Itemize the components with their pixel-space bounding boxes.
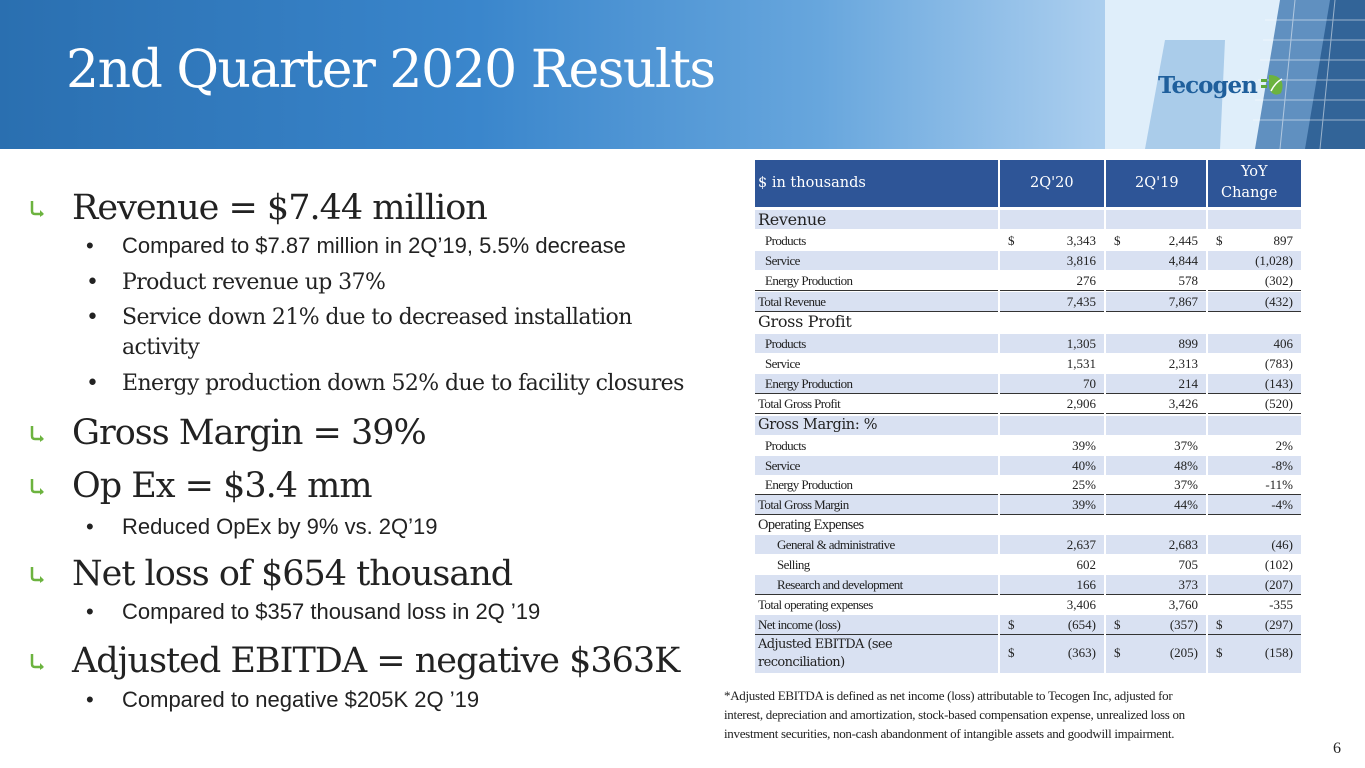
sub-bullet-text: Compared to $357 thousand loss in 2Q ’19 xyxy=(122,599,541,624)
value-cell xyxy=(1000,210,1104,229)
sub-bullet: • Reduced OpEx by 9% vs. 2Q’19 xyxy=(86,514,438,539)
table-row xyxy=(755,515,1301,535)
value-cell xyxy=(1208,374,1301,394)
cell-value: 37% xyxy=(1174,477,1198,492)
cell-value: -355 xyxy=(1269,597,1293,612)
row-label-cell xyxy=(755,515,998,534)
value-cell xyxy=(1106,312,1206,331)
row-label: Products xyxy=(765,233,806,248)
value-cell xyxy=(1000,292,1104,312)
sub-bullet-text: Product revenue up 37% xyxy=(122,270,386,295)
cell-value: 3,816 xyxy=(1066,253,1096,268)
value-cell xyxy=(1000,354,1104,373)
bullet-net-loss xyxy=(28,554,512,594)
value-cell xyxy=(1106,515,1206,534)
cell-value: (102) xyxy=(1264,557,1293,572)
header-change: Change xyxy=(1221,185,1278,201)
value-cell xyxy=(1208,456,1301,475)
row-label-cell xyxy=(755,575,998,595)
value-cell xyxy=(1208,210,1301,229)
cell-value: 40% xyxy=(1072,458,1096,473)
currency-symbol: $ xyxy=(1008,645,1015,660)
currency-symbol: $ xyxy=(1216,617,1223,632)
value-cell xyxy=(1208,495,1301,515)
value-cell xyxy=(1000,334,1104,353)
currency-symbol: $ xyxy=(1008,617,1015,632)
value-cell xyxy=(1106,334,1206,353)
table-row xyxy=(755,575,1301,595)
currency-symbol: $ xyxy=(1216,645,1223,660)
row-label: Operating Expenses xyxy=(758,517,864,533)
value-cell xyxy=(1000,615,1104,635)
value-cell xyxy=(1106,475,1206,495)
cell-value: (432) xyxy=(1264,294,1293,309)
value-cell xyxy=(1106,456,1206,475)
table-row xyxy=(755,495,1301,515)
cell-value: 48% xyxy=(1174,458,1198,473)
page-number: 6 xyxy=(1333,740,1341,757)
row-label-cell xyxy=(755,615,998,635)
value-cell xyxy=(1000,374,1104,394)
value-cell xyxy=(1000,394,1104,414)
cell-value: 70 xyxy=(1083,376,1096,391)
row-label-cell xyxy=(755,292,998,312)
row-label: Service xyxy=(765,458,800,473)
sub-bullet-text: activity xyxy=(122,335,200,360)
sub-bullet-text: Service down 21% due to decreased installation xyxy=(122,305,632,330)
row-label-cell xyxy=(755,374,998,394)
value-cell xyxy=(1208,231,1301,250)
value-cell xyxy=(1000,251,1104,270)
cell-value: 4,844 xyxy=(1168,253,1198,268)
value-cell xyxy=(1106,575,1206,595)
table-row xyxy=(755,210,1301,230)
currency-symbol: $ xyxy=(1114,233,1121,248)
value-cell xyxy=(1000,495,1104,515)
row-label: Net income (loss) xyxy=(758,617,841,632)
table-row xyxy=(755,374,1301,394)
bullet-opex xyxy=(28,466,372,506)
sub-bullet: • Product revenue up 37% xyxy=(86,270,386,295)
table-row xyxy=(755,416,1301,436)
cell-value: 2% xyxy=(1275,438,1293,453)
cell-value: (520) xyxy=(1264,396,1293,411)
row-label: Energy Production xyxy=(765,477,853,492)
sub-bullet-continuation xyxy=(86,335,199,360)
currency-symbol: $ xyxy=(1008,233,1015,248)
cell-value: (363) xyxy=(1067,645,1096,660)
row-label: Total Gross Margin xyxy=(758,497,849,512)
table-row xyxy=(755,312,1301,332)
value-cell xyxy=(1208,555,1301,574)
table-row xyxy=(755,251,1301,271)
value-cell xyxy=(1106,210,1206,229)
table-row xyxy=(755,271,1301,291)
value-cell xyxy=(1208,334,1301,353)
value-cell xyxy=(1000,271,1104,291)
cell-value: 705 xyxy=(1178,557,1198,572)
value-cell xyxy=(1106,292,1206,312)
cell-value: 2,313 xyxy=(1168,356,1198,371)
cell-value: (297) xyxy=(1264,617,1293,632)
row-label: Energy Production xyxy=(765,273,853,288)
cell-value: (207) xyxy=(1264,577,1293,592)
value-cell xyxy=(1208,394,1301,414)
cell-value: (1,028) xyxy=(1255,253,1293,268)
value-cell xyxy=(1208,475,1301,495)
value-cell xyxy=(1000,555,1104,574)
cell-value: 2,906 xyxy=(1066,396,1096,411)
footnote-line: interest, depreciation and amortization, stock-based compensation expense, unrealized loss on xyxy=(724,707,1185,722)
table-row xyxy=(755,292,1301,312)
row-label: General & administrative xyxy=(777,537,895,552)
row-label-cell xyxy=(755,312,998,331)
bullet-gross-margin xyxy=(28,413,426,453)
row-label: Adjusted EBITDA (see xyxy=(758,637,893,652)
value-cell xyxy=(1208,535,1301,554)
cell-value: 2,445 xyxy=(1168,233,1198,248)
page-title: 2nd Quarter 2020 Results xyxy=(66,40,715,100)
value-cell xyxy=(1208,575,1301,595)
cell-value: 25% xyxy=(1072,477,1096,492)
cell-value: 214 xyxy=(1178,376,1198,391)
row-label-cell xyxy=(755,210,998,229)
table-row xyxy=(755,475,1301,495)
value-cell xyxy=(1208,615,1301,635)
cell-value: 1,531 xyxy=(1066,356,1096,371)
currency-symbol: $ xyxy=(1114,617,1121,632)
value-cell xyxy=(1208,416,1301,435)
sub-bullet: • Compared to $7.87 million in 2Q’19, 5.5% decrease xyxy=(86,233,626,258)
table-row xyxy=(755,535,1301,555)
cell-value: 373 xyxy=(1178,577,1198,592)
cell-value: 899 xyxy=(1178,336,1198,351)
table-row xyxy=(755,595,1301,615)
value-cell xyxy=(1208,436,1301,455)
value-cell xyxy=(1208,354,1301,373)
value-cell xyxy=(1106,394,1206,414)
cell-value: 602 xyxy=(1076,557,1096,572)
sub-bullet: • Service down 21% due to decreased installation xyxy=(86,305,632,330)
value-cell xyxy=(1208,635,1301,673)
row-label-cell xyxy=(755,555,998,574)
value-cell xyxy=(1000,231,1104,250)
table-row xyxy=(755,231,1301,251)
row-label: Products xyxy=(765,336,806,351)
cell-value: 3,760 xyxy=(1168,597,1198,612)
table-row xyxy=(755,436,1301,456)
cell-value: (783) xyxy=(1264,356,1293,371)
value-cell xyxy=(1208,595,1301,614)
cell-value: 3,406 xyxy=(1066,597,1096,612)
value-cell xyxy=(1106,495,1206,515)
row-label: Revenue xyxy=(758,210,827,229)
row-label-cell xyxy=(755,416,998,435)
value-cell xyxy=(1000,635,1104,673)
value-cell xyxy=(1106,354,1206,373)
sub-bullet-text: Reduced OpEx by 9% vs. 2Q’19 xyxy=(122,514,438,539)
value-cell xyxy=(1208,312,1301,331)
value-cell xyxy=(1106,436,1206,455)
table-row xyxy=(755,555,1301,575)
currency-symbol: $ xyxy=(1114,645,1121,660)
table-row-ebitda xyxy=(755,635,1301,675)
value-cell xyxy=(1208,292,1301,312)
header-2q19: 2Q'19 xyxy=(1135,175,1179,191)
value-cell xyxy=(1208,515,1301,534)
value-cell xyxy=(1208,271,1301,291)
value-cell xyxy=(1106,595,1206,614)
logo-text: Tecogen xyxy=(1158,71,1257,99)
curved-arrow-icon xyxy=(28,199,46,217)
row-label-cell xyxy=(755,271,998,291)
bullet-text: Adjusted EBITDA = negative $363K xyxy=(72,641,680,681)
value-cell xyxy=(1000,436,1104,455)
table-row xyxy=(755,354,1301,374)
row-label-cell xyxy=(755,456,998,475)
row-label: Total Revenue xyxy=(758,294,826,309)
row-label: reconciliation) xyxy=(758,655,845,670)
cell-value: 578 xyxy=(1178,273,1198,288)
table-row xyxy=(755,456,1301,476)
curved-arrow-icon xyxy=(28,477,46,495)
value-cell xyxy=(1000,515,1104,534)
row-label: Total operating expenses xyxy=(758,597,873,612)
cell-value: 37% xyxy=(1174,438,1198,453)
row-label-cell xyxy=(755,334,998,353)
sub-bullet-text: Energy production down 52% due to facility closures xyxy=(122,371,684,396)
value-cell xyxy=(1000,475,1104,495)
cell-value: 2,683 xyxy=(1168,537,1198,552)
footnote xyxy=(724,686,1344,743)
sub-bullet: • Compared to $357 thousand loss in 2Q ’19 xyxy=(86,599,541,624)
cell-value: -4% xyxy=(1271,497,1293,512)
value-cell xyxy=(1106,231,1206,250)
row-label-cell xyxy=(755,595,998,614)
value-cell xyxy=(1000,535,1104,554)
row-label-cell xyxy=(755,635,998,673)
sub-bullet: • Compared to negative $205K 2Q ’19 xyxy=(86,687,480,712)
row-label-cell xyxy=(755,394,998,414)
value-cell xyxy=(1106,635,1206,673)
cell-value: 39% xyxy=(1072,438,1096,453)
company-logo xyxy=(1158,71,1287,99)
cell-value: 406 xyxy=(1273,336,1293,351)
cell-value: (143) xyxy=(1264,376,1293,391)
row-label: Research and development xyxy=(777,577,903,592)
cell-value: 44% xyxy=(1174,497,1198,512)
value-cell xyxy=(1106,535,1206,554)
bullet-revenue xyxy=(28,188,487,228)
value-cell xyxy=(1106,374,1206,394)
table-row xyxy=(755,615,1301,635)
cell-value: 1,305 xyxy=(1066,336,1096,351)
header-yoy: YoY xyxy=(1241,164,1268,180)
sub-bullet: • Energy production down 52% due to facility closures xyxy=(86,371,684,396)
value-cell xyxy=(1000,456,1104,475)
sub-bullet-text: Compared to negative $205K 2Q ’19 xyxy=(122,687,480,712)
cell-value: -8% xyxy=(1271,458,1293,473)
row-label-cell xyxy=(755,251,998,270)
bullet-ebitda xyxy=(28,641,679,681)
leaf-plug-icon xyxy=(1259,71,1287,99)
header-2q20: 2Q'20 xyxy=(1030,175,1074,191)
footnote-line: *Adjusted EBITDA is defined as net income (loss) attributable to Tecogen Inc, adjusted for xyxy=(724,688,1173,703)
value-cell xyxy=(1106,416,1206,435)
row-label-cell xyxy=(755,495,998,515)
row-label: Products xyxy=(765,438,806,453)
curved-arrow-icon xyxy=(28,565,46,583)
cell-value: (302) xyxy=(1264,273,1293,288)
bullet-text: Gross Margin = 39% xyxy=(72,413,426,453)
curved-arrow-icon xyxy=(28,652,46,670)
row-label-cell xyxy=(755,354,998,373)
row-label: Gross Margin: % xyxy=(758,417,878,433)
row-label-cell xyxy=(755,231,998,250)
value-cell xyxy=(1000,416,1104,435)
value-cell xyxy=(1106,271,1206,291)
value-cell xyxy=(1106,251,1206,270)
cell-value: 7,867 xyxy=(1168,294,1198,309)
header-units: $ in thousands xyxy=(758,175,866,191)
row-label-cell xyxy=(755,475,998,495)
bullet-text: Revenue = $7.44 million xyxy=(72,188,487,228)
bullet-text: Op Ex = $3.4 mm xyxy=(72,466,372,506)
footnote-line: investment securities, non-cash abandonment of intangible assets and goodwill impairment. xyxy=(724,726,1175,741)
cell-value: 2,637 xyxy=(1066,537,1096,552)
row-label: Selling xyxy=(777,557,810,572)
table-row xyxy=(755,394,1301,414)
value-cell xyxy=(1208,251,1301,270)
value-cell xyxy=(1000,575,1104,595)
row-label-cell xyxy=(755,436,998,455)
curved-arrow-icon xyxy=(28,424,46,442)
cell-value: -11% xyxy=(1265,477,1293,492)
cell-value: 39% xyxy=(1072,497,1096,512)
table-header xyxy=(755,160,1301,207)
cell-value: (357) xyxy=(1169,617,1198,632)
cell-value: (158) xyxy=(1264,645,1293,660)
cell-value: 276 xyxy=(1076,273,1096,288)
value-cell xyxy=(1106,615,1206,635)
value-cell xyxy=(1000,312,1104,331)
cell-value: 166 xyxy=(1076,577,1096,592)
row-label: Service xyxy=(765,253,800,268)
cell-value: 3,426 xyxy=(1168,396,1198,411)
cell-value: (46) xyxy=(1271,537,1293,552)
row-label: Total Gross Profit xyxy=(758,396,841,411)
currency-symbol: $ xyxy=(1216,233,1223,248)
bullet-text: Net loss of $654 thousand xyxy=(72,554,513,594)
cell-value: (654) xyxy=(1067,617,1096,632)
cell-value: 897 xyxy=(1273,233,1293,248)
sub-bullet-text: Compared to $7.87 million in 2Q’19, 5.5% decrease xyxy=(122,233,626,258)
cell-value: (205) xyxy=(1169,645,1198,660)
row-label: Service xyxy=(765,356,800,371)
row-label: Gross Profit xyxy=(758,312,852,331)
cell-value: 7,435 xyxy=(1066,294,1096,309)
row-label-cell xyxy=(755,535,998,554)
table-row xyxy=(755,334,1301,354)
row-label: Energy Production xyxy=(765,376,853,391)
value-cell xyxy=(1000,595,1104,614)
value-cell xyxy=(1106,555,1206,574)
cell-value: 3,343 xyxy=(1066,233,1096,248)
